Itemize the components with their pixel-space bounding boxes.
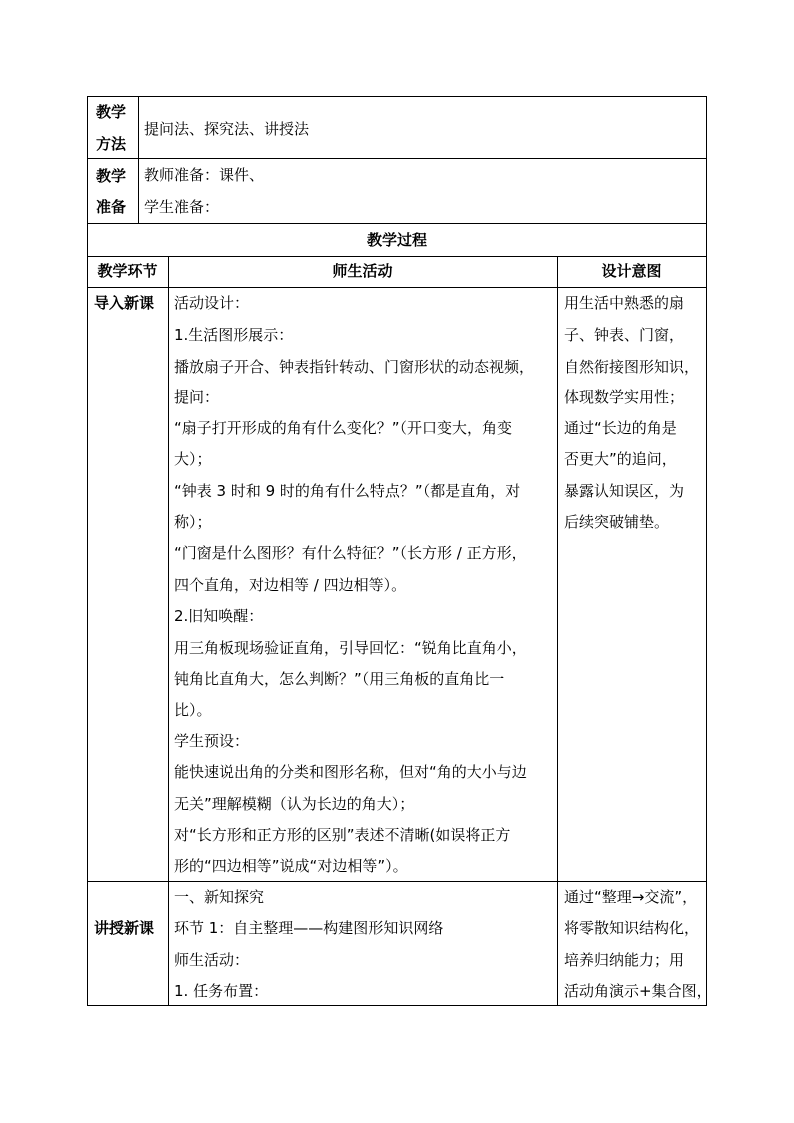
table-rule [87,287,707,288]
section1-activity-line: “门窗是什么图形？有什么特征？”（长方形 / 正方形， [174,544,527,562]
section1-intent-line: 否更大”的追问， [564,450,677,468]
table-rule [557,256,558,1006]
section1-activity-line: 学生预设： [174,732,250,750]
section1-activity-line: 四个直角，对边相等 / 四边相等）。 [174,576,407,594]
section1-intent-line: 暴露认知误区，为 [564,482,685,500]
section1-activity-line: 能快速说出角的分类和图形名称，但对“角的大小与边 [174,763,527,781]
method-label-line1: 教学 [96,103,127,121]
table-rule [87,223,707,224]
section2-activity-line: 1. 任务布置： [174,982,269,1000]
prep-teacher: 教师准备：课件、 [144,166,265,184]
section1-activity-line: 用三角板现场验证直角，引导回忆：“锐角比直角小， [174,639,527,657]
table-rule [87,256,707,257]
header-intent: 设计意图 [601,262,662,280]
section1-activity-line: 形的“四边相等”说成“对边相等”）。 [174,857,408,875]
section1-activity-line: “扇子打开形成的角有什么变化？”（开口变大，角变 [174,419,513,437]
section1-intent-line: 后续突破铺垫。 [564,513,670,531]
table-rule [138,96,139,224]
section1-activity-line: 播放扇子开合、钟表指针转动、门窗形状的动态视频， [174,358,535,376]
table-border-top [87,96,707,97]
section1-intent-line: 自然衔接图形知识， [564,358,700,376]
section1-activity-line: 2.旧知唤醒： [174,607,264,625]
section1-intent-line: 用生活中熟悉的扇 [564,294,685,312]
section2-intent-line: 培养归纳能力；用 [564,951,685,969]
section2-activity-line: 一、新知探究 [174,888,265,906]
table-rule [87,881,707,882]
section1-activity-line: 钝角比直角大，怎么判断？”（用三角板的直角比一 [174,670,505,688]
section1-activity-line: 1.生活图形展示： [174,326,294,344]
prep-student: 学生准备： [144,198,220,216]
process-title: 教学过程 [366,231,427,249]
section2-intent-line: 将零散知识结构化， [564,919,700,937]
section2-intent-line: 活动角演示+集合图， [564,982,712,1000]
section2-activity-line: 师生活动： [174,951,250,969]
method-value: 提问法、探究法、讲授法 [144,120,310,138]
section1-activity-line: 称）； [174,513,212,531]
prep-label-line1: 教学 [96,167,127,185]
table-rule [87,158,707,159]
section2-stage: 讲授新课 [94,919,155,937]
section1-activity-line: 大）； [174,450,212,468]
section1-activity-line: “钟表 3 时和 9 时的角有什么特点？”（都是直角，对 [174,482,521,500]
section1-activity-line: 提问： [174,388,220,406]
section2-activity-line: 环节 1：自主整理——构建图形知识网络 [174,919,444,937]
section1-intent-line: 子、钟表、门窗， [564,326,685,344]
section1-intent-line: 通过“长边的角是 [564,419,677,437]
section1-activity-line: 无关”理解模糊（认为长边的角大）； [174,795,415,813]
prep-label-line2: 准备 [96,198,127,216]
header-stage: 教学环节 [97,262,158,280]
table-rule [168,256,169,1006]
header-activity: 师生活动 [332,262,393,280]
section1-activity-line: 对“长方形和正方形的区别”表述不清晰(如误将正方 [174,826,511,844]
method-label-line2: 方法 [96,135,127,153]
section1-intent-line: 体现数学实用性； [564,388,685,406]
section1-activity-line: 活动设计： [174,294,250,312]
section2-intent-line: 通过“整理→交流”， [564,888,698,906]
section1-stage: 导入新课 [94,294,155,312]
section1-activity-line: 比）。 [174,701,212,719]
table-border-bottom [87,1005,707,1006]
